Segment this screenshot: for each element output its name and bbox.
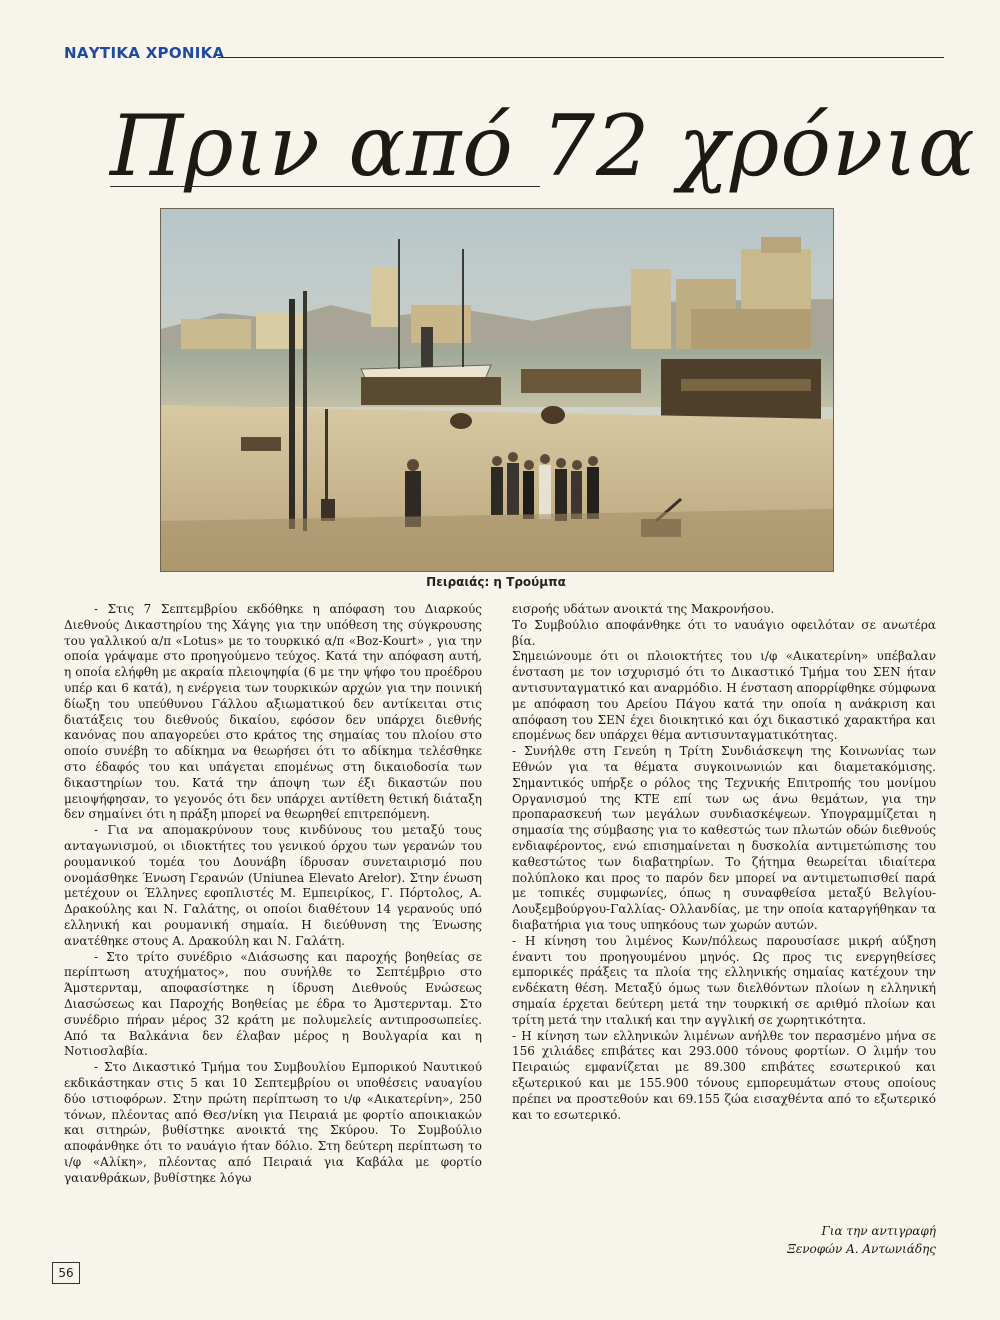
paragraph: - Στο Δικαστικό Τμήμα του Συμβουλίου Εμπορικού Ναυτικού εκδικάστηκαν στις 5 και 10 Σεπτεμβρίου οι υποθέσεις ναυαγίου δύο ιστιοφόρων. Στην πρώτη περίπτωση το ι/φ «Αικατερίνη», 250 τόνων, πλέοντας από Θεσ/νίκη για Πειραιά με φορτίο αποικιακών και σιτηρών, βυθίστηκε ανοικτά της Σκύρου. Το Συμβούλιο αποφάνθηκε ότι το ναυάγιο ήταν δόλιο. Στη δεύτερη περίπτωση το ι/φ «Αλίκη», πλέοντας από Πειραιά για Καβάλα με φορτίο γαιανθράκων, βυθίστηκε λόγω <box>64 1060 482 1185</box>
signature-line: Για την αντιγραφή <box>821 1224 936 1238</box>
paragraph: - Η κίνηση του λιμένος Κων/πόλεως παρουσίασε μικρή αύξηση έναντι του προηγουμένου μηνός. Ως προς τις ενεργηθείσες εμπορικές πράξεις τα πλοία της ελληνικής σημαίας κατέχουν την ενδέκατη θέση. Μεταξύ όμως των διελθόντων πλοίων η ελληνική σημαία έρχεται δεύτερη μετά την τουρκική σε αριθμό πλοίων και τρίτη μετά την ιταλική και την αγγλική σε χωρητικότητα. <box>512 933 936 1027</box>
harbor-photo <box>160 208 834 572</box>
signature-block <box>640 1222 936 1258</box>
harbor-photo-illustration <box>161 209 833 571</box>
signature-name: Ξενοφών Α. Αντωνιάδης <box>787 1242 936 1256</box>
right-text-column <box>512 602 936 1123</box>
header-rule <box>218 57 944 58</box>
paragraph: - Συνήλθε στη Γενεύη η Τρίτη Συνδιάσκεψη της Κοινωνίας των Εθνών για τα θέματα συγκοινωνιών και διαμετακόμισης. Σημαντικός υπήρξε ο ρόλος της Τεχνικής Επιτροπής του μονίμου Οργανισμού της ΚΤΕ επί των ως άνω θεμάτων, για την προπαρασκευή των μεγάλων συνδιασκέψεων. Υπογραμμίζεται η σημασία της σύμβασης για το καθεστώς των πλωτών οδών διεθνούς ενδιαφέροντος, ενώ επισημαίνεται η δυσκολία αντιμετώπισης του καθεστώτος των διαβατηρίων. Το ζήτημα θεωρείται ιδιαίτερα πολύπλοκο και προς το παρόν δεν μπορεί να αντιμετωπισθεί παρά με τοπικές συμφωνίες, όπως η συναφθείσα μεταξύ Βελγίου-Λουξεμβούργου-Γαλλίας- Ολλανδίας, με την οποία καταργήθηκαν τα διαβατήρια για τους υπηκόους των χωρών αυτών. <box>512 744 936 932</box>
paragraph: - Στο τρίτο συνέδριο «Διάσωσης και παροχής βοηθείας σε περίπτωση ατυχήματος», που συνήλθε το Σεπτέμβριο στο Άμστερνταμ, αποφασίστηκε η ίδρυση Διεθνούς Ενώσεως Διασώσεως και Παροχής Βοηθείας με έδρα το Άμστερνταμ. Στο συνέδριο πήραν μέρος 32 κράτη με πολυμελείς αντιπροσωπείες. Από τα Βαλκάνια δεν έλαβαν μέρος η Βουλγαρία και η Νοτιοσλαβία. <box>64 949 482 1059</box>
paragraph: - Στις 7 Σεπτεμβρίου εκδόθηκε η απόφαση του Διαρκούς Διεθνούς Δικαστηρίου της Χάγης για την υπόθεση της σύγκρουσης του γαλλικού α/π «Lotus» με το τουρκικό α/π «Boz-Kourt» , για την οποία γράψαμε στο προηγούμενο τεύχος. Κατά την απόφαση αυτή, η οποία ελήφθη με ακραία πλειοψηφία (6 με την ψήφο του προέδρου υπέρ και 6 κατά), η ενέργεια των τουρκικών αρχών για την ποινική δίωξη του υπεύθυνου Γάλλου αξιωματικού δεν αντίκειται στις διατάξεις του διεθνούς δικαίου, εφόσον δεν υπάρχει διεθνής κανόνας που απαγορεύει στο κράτος της σημαίας του πλοίου στο οποίο συνέβη το αδίκημα να θεωρήσει ότι το αδίκημα τελέσθηκε στο έδαφός του και υπάγεται επομένως στη δικαιοδοσία των δικαστηρίων του. Κατά την άποψη των έξι δικαστών που μειοψήφησαν, το γεγονός ότι δεν υπάρχει αντίθετη θετική διάταξη δεν σημαίνει ότι η πράξη μπορεί να θεωρηθεί επιτρεπόμενη. <box>64 602 482 822</box>
photo-caption: Πειραιάς: η Τρούμπα <box>426 575 566 589</box>
paragraph: εισροής υδάτων ανοικτά της Μακρονήσου. <box>512 602 775 616</box>
page-header <box>64 44 944 66</box>
paragraph: - Για να απομακρύνουν τους κινδύνους του μεταξύ τους ανταγωνισμού, οι ιδιοκτήτες του γενικού όρχου των γερανών του ρουμανικού τομέα του Δουνάβη ίδρυσαν συνεταιρισμό που ονομάσθηκε Ένωση Γερανών (Uniunea Elevato Arelor). Στην ένωση μετέχουν οι Έλληνες εφοπλιστές Μ. Εμπειρίκος, Γ. Πόρτολος, Α. Δρακούλης και Ν. Γαλάτης, οι οποίοι διαθέτουν 14 γερανούς υπό ελληνική και ρουμανική σημαία. Η διεύθυνση της Ένωσης ανατέθηκε στους Α. Δρακούλη και Ν. Γαλάτη. <box>64 823 482 948</box>
title-underline <box>110 186 540 187</box>
page-number: 56 <box>52 1262 80 1284</box>
magazine-name: ΝΑΥΤΙΚΑ ΧΡΟΝΙΚΑ <box>64 44 225 62</box>
paragraph: Το Συμβούλιο αποφάνθηκε ότι το ναυάγιο οφειλόταν σε ανωτέρα βία. <box>512 617 936 648</box>
paragraph: Σημειώνουμε ότι οι πλοιοκτήτες του ι/φ «Αικατερίνη» υπέβαλαν ένσταση με τον ισχυρισμό ότι το Δικαστικό Τμήμα του ΣΕΝ ήταν αντισυνταγματικό και αναρμόδιο. Η ένσταση απορρίφθηκε σύμφωνα με απόφαση του Αρείου Πάγου κατά την οποία η ανάκριση και απόφαση του ΣΕΝ έχει διοικητικό και όχι δικαστικό χαρακτήρα και επομένως δεν υπάρχει θέμα αντισυνταγματικότητας. <box>512 649 936 743</box>
left-text-column <box>64 602 482 1186</box>
paragraph: - Η κίνηση των ελληνικών λιμένων ανήλθε τον περασμένο μήνα σε 156 χιλιάδες επιβάτες και 293.000 τόνους φορτίων. Ο λιμήν του Πειραιώς εμφανίζεται με 89.300 επιβάτες εσωτερικού και εξωτερικού και με 155.900 τόνους εμπορευμάτων στους οποίους πρέπει να προστεθούν και 69.155 ζώα εισαχθέντα από το εξωτερικό και το εσωτερικό. <box>512 1028 936 1122</box>
article-title: Πριν από 72 χρόνια <box>110 97 976 195</box>
